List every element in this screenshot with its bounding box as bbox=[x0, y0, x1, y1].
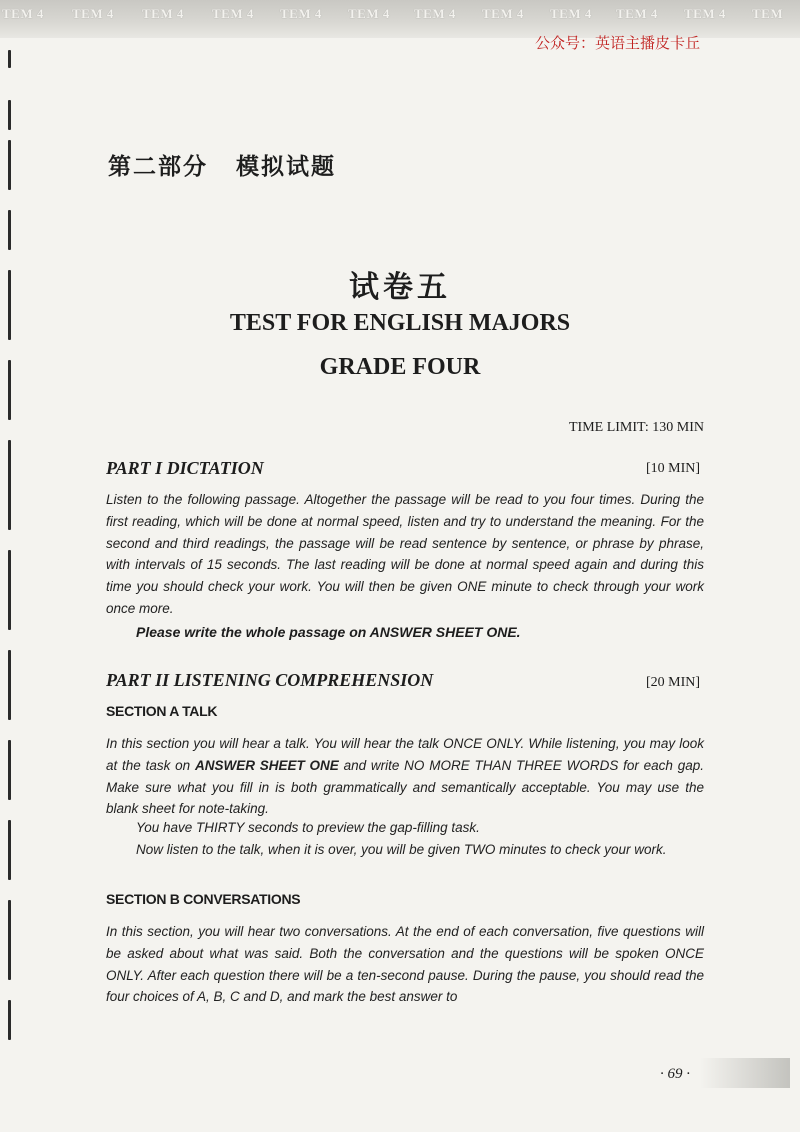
running-header-label: TEM 4 bbox=[684, 6, 726, 21]
watermark-text: 公众号：英语主播皮卡丘 bbox=[534, 34, 700, 52]
part1-time: [10 MIN] bbox=[645, 461, 700, 476]
page-corner-shade bbox=[700, 1058, 790, 1088]
running-header-label: TEM 4 bbox=[348, 6, 390, 21]
running-header-label: TEM 4 bbox=[72, 6, 114, 21]
test-title-en-line2: GRADE FOUR bbox=[319, 354, 481, 380]
section-a-body-pre: In this section you will hear a talk. You will hear the talk ONCE ONLY. While listening, you may look at the task on bbox=[106, 736, 704, 773]
part1-body: Listen to the following passage. Altogether the passage will be read to you four times. During the first reading, which will be done at normal speed, listen and try to understand the meaning. For the second and third readings, the passage will be read sentence by sentence, or phrase by phrase, with intervals of 15 seconds. The last reading will be done at normal speed again and during this time you should check your work. You will then be given ONE minute to check through your work once more. bbox=[106, 492, 704, 616]
chapter-heading bbox=[108, 148, 364, 181]
part2-time: [20 MIN] bbox=[645, 675, 700, 690]
binding-mark bbox=[8, 900, 11, 980]
section-a-title: SECTION A TALK bbox=[106, 703, 218, 719]
binding-mark bbox=[8, 50, 11, 68]
running-header-label: TEM 4 bbox=[280, 6, 322, 21]
running-header-label: TEM 4 bbox=[482, 6, 524, 21]
section-a-body bbox=[106, 733, 704, 820]
running-header-label: TEM bbox=[752, 6, 784, 21]
section-a-preview: You have THIRTY seconds to preview the gap-filling task. bbox=[136, 820, 480, 835]
binding-mark bbox=[8, 140, 11, 190]
running-header-label: TEM 4 bbox=[414, 6, 456, 21]
binding-mark bbox=[8, 820, 11, 880]
running-header-label: TEM 4 bbox=[2, 6, 44, 21]
binding-mark bbox=[8, 740, 11, 800]
section-a-listen: Now listen to the talk, when it is over, you will be given TWO minutes to check your work. bbox=[136, 842, 667, 857]
section-a-body-strong: ANSWER SHEET ONE bbox=[194, 757, 339, 773]
chapter-title: 模拟试题 bbox=[236, 153, 336, 180]
binding-edge bbox=[0, 40, 16, 1100]
binding-mark bbox=[8, 550, 11, 630]
section-b-title: SECTION B CONVERSATIONS bbox=[106, 891, 301, 907]
binding-mark bbox=[8, 650, 11, 720]
part1-instruction: Please write the whole passage on ANSWER SHEET ONE. bbox=[136, 624, 521, 640]
section-a-body-post: and write NO MORE THAN THREE WORDS for each gap. Make sure what you fill in is both grammatically and semantically acceptable. You may use the blank sheet for note-taking. bbox=[106, 757, 704, 817]
binding-mark bbox=[8, 440, 11, 530]
part2-title: PART II LISTENING COMPREHENSION bbox=[106, 670, 434, 690]
test-title-en-line1: TEST FOR ENGLISH MAJORS bbox=[229, 310, 571, 336]
section-b-body: In this section, you will hear two conversations. At the end of each conversation, five questions will be asked about what was said. Both the conversation and the questions will be spoken ONCE ONLY. After each question there will be a ten-second pause. During the pause, you should read the four choices of A, B, C and D, and mark the best answer to bbox=[106, 924, 704, 1005]
part1-title: PART I DICTATION bbox=[106, 458, 264, 478]
binding-mark bbox=[8, 210, 11, 250]
binding-mark bbox=[8, 1000, 11, 1040]
test-title-cn: 试卷五 bbox=[349, 270, 451, 305]
running-header-label: TEM 4 bbox=[616, 6, 658, 21]
running-header-label: TEM 4 bbox=[550, 6, 592, 21]
time-limit: TIME LIMIT: 130 MIN bbox=[568, 420, 704, 435]
running-header-label: TEM 4 bbox=[212, 6, 254, 21]
running-header-label: TEM 4 bbox=[142, 6, 184, 21]
chapter-part: 第二部分 bbox=[108, 153, 208, 180]
binding-mark bbox=[8, 100, 11, 130]
page-number: · 69 · bbox=[660, 1066, 690, 1082]
